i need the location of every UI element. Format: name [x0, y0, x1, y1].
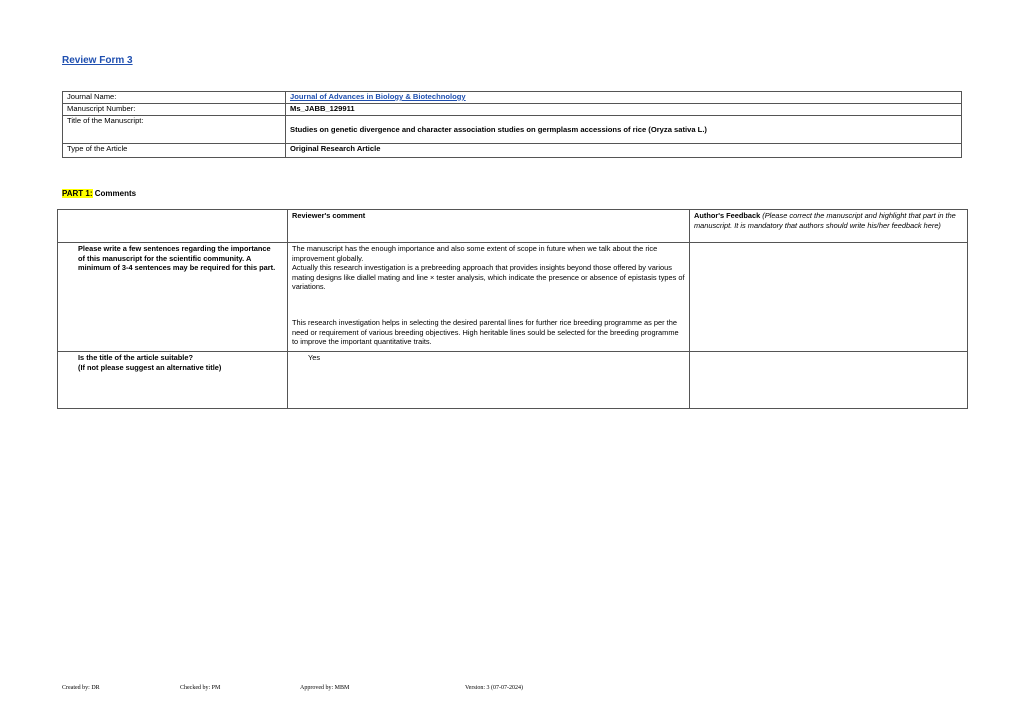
journal-name-link[interactable]: Journal of Advances in Biology & Biotechnology [290, 92, 466, 101]
question-title [58, 352, 288, 409]
header-author-feedback [690, 210, 968, 243]
author-feedback-instructions: (Please correct the manuscript and highlight that part in the manuscript. It is mandatory that authors should write his/her feedback here) [694, 211, 956, 230]
footer-approved-by: Approved by: MBM [300, 685, 350, 691]
manuscript-title-row [63, 116, 962, 144]
comments-header-row [58, 210, 968, 243]
article-type-row [63, 144, 962, 158]
manuscript-number-value: Ms_JABB_129911 [286, 104, 962, 116]
journal-name-label: Journal Name: [63, 92, 286, 104]
author-feedback-title: Author's Feedback [694, 211, 761, 220]
part1-heading [62, 189, 136, 198]
footer-created-by: Created by: DR [62, 685, 100, 691]
part1-label: PART 1: [62, 189, 93, 198]
manuscript-info-table [62, 91, 962, 158]
page-title: Review Form 3 [62, 55, 133, 66]
answer-paragraph-3: This research investigation helps in selecting the desired parental lines for further rice breeding programme as per the need or requirement of various breeding objectives. High heritable lines sould be selected for the breeding programme to improve the important quantitative traits. [292, 317, 679, 347]
part1-heading-text: Comments [92, 189, 137, 198]
header-reviewer-comment: Reviewer's comment [288, 210, 690, 243]
question-title-line1: Is the title of the article suitable? [78, 353, 193, 362]
comment-row-importance [58, 243, 968, 352]
comment-row-title [58, 352, 968, 409]
author-feedback-title-cell[interactable] [690, 352, 968, 409]
journal-name-row [63, 92, 962, 104]
manuscript-number-label: Manuscript Number: [63, 104, 286, 116]
answer-paragraph-1: The manuscript has the enough importance and also some extent of scope in future when we talk about the rice improvement globally. [292, 244, 658, 263]
manuscript-title-value: Studies on genetic divergence and character association studies on germplasm accessions of rice (Oryza sativa L.) [286, 116, 962, 144]
header-empty-cell [58, 210, 288, 243]
answer-paragraph-2: Actually this research investigation is a prebreeding approach that provides insights beyond those offered by various mating designs like diallel mating and line × tester analysis, which indicate the presence or absence of epistasis types of variations. [292, 263, 685, 292]
comments-table [57, 209, 968, 409]
article-type-label: Type of the Article [63, 144, 286, 158]
question-importance: Please write a few sentences regarding the importance of this manuscript for the scientific community. A minimum of 3-4 sentences may be required for this part. [58, 243, 288, 352]
manuscript-title-label: Title of the Manuscript: [63, 116, 286, 144]
article-type-value: Original Research Article [286, 144, 962, 158]
footer-checked-by: Checked by: PM [180, 685, 221, 691]
footer-version: Version: 3 (07-07-2024) [465, 685, 523, 691]
question-title-line2: (If not please suggest an alternative title) [78, 362, 222, 372]
manuscript-number-row [63, 104, 962, 116]
author-feedback-importance[interactable] [690, 243, 968, 352]
reviewer-answer-importance [288, 243, 690, 352]
reviewer-answer-title: Yes [288, 352, 690, 409]
